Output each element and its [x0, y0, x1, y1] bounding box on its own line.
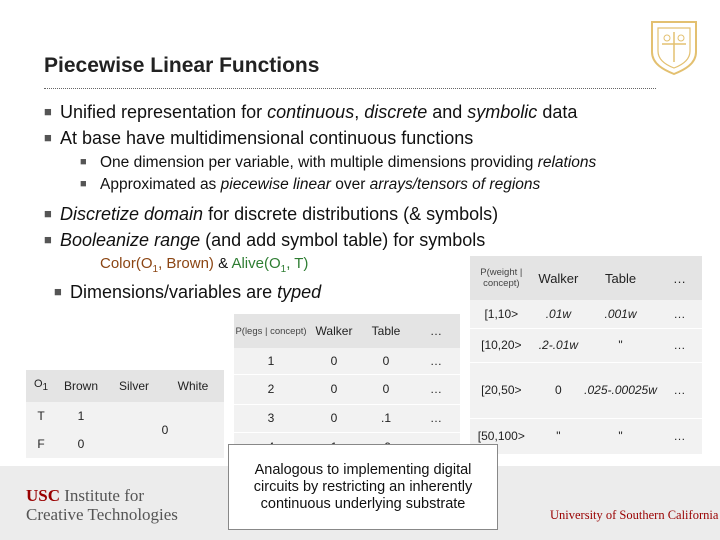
- bullet-square-icon: ■: [80, 156, 87, 168]
- table-cell: [1,10>: [470, 300, 533, 328]
- bullet-text: for discrete distributions (& symbols): [203, 204, 499, 224]
- bullet-square-icon: ■: [44, 130, 52, 145]
- table-corner: P(legs | concept): [234, 314, 308, 348]
- legs-table: [234, 314, 460, 462]
- table-cell: .001w: [584, 300, 657, 328]
- table-cell: ": [584, 418, 657, 454]
- table-cell: 0: [308, 348, 360, 374]
- table-corner: P(weight | concept): [470, 256, 533, 300]
- usc-ict-logo: [26, 486, 178, 524]
- subbullet-approximated: [80, 176, 540, 194]
- table-header: Silver: [106, 370, 162, 402]
- example-text: , T): [286, 255, 309, 272]
- table-cell: .2-.01w: [533, 328, 585, 362]
- bullet-emphasis: continuous: [267, 102, 355, 122]
- table-header: Table: [584, 256, 657, 300]
- table-cell: 0: [308, 374, 360, 404]
- title-divider: [44, 88, 656, 89]
- table-header: Table: [360, 314, 412, 348]
- bullet-square-icon: ■: [44, 232, 52, 247]
- bullet-emphasis: Discretize domain: [60, 204, 204, 224]
- table-cell: 0: [56, 430, 106, 458]
- table-cell: …: [657, 328, 702, 362]
- table-cell: [50,100>: [470, 418, 533, 454]
- example-color-alive: [100, 255, 308, 275]
- logo-line2: Creative Technologies: [26, 505, 178, 524]
- bullet-emphasis: symbolic: [467, 102, 538, 122]
- table-cell: …: [412, 348, 460, 374]
- bullet-emphasis: relations: [537, 154, 597, 171]
- bullet-booleanize: [44, 230, 485, 251]
- logo-line1: Institute for: [60, 486, 145, 505]
- table-corner: $O_1$: [26, 370, 56, 402]
- row-label: F: [26, 430, 56, 458]
- table-cell: 0: [360, 348, 412, 374]
- table-cell: .025-.00025w: [584, 362, 657, 418]
- bullet-text: over: [330, 176, 370, 193]
- bullet-discretize: [44, 204, 498, 225]
- bullet-text: Unified representation for: [60, 102, 268, 122]
- subbullet-one-dimension: [80, 154, 596, 172]
- weight-table: [470, 256, 702, 454]
- bullet-text: One dimension per variable, with multiple dimensions providing: [100, 154, 538, 171]
- bullet-text: ,: [354, 102, 365, 122]
- bullet-text: Dimensions/variables are: [70, 282, 278, 302]
- bullet-emphasis: arrays/tensors of regions: [369, 176, 541, 193]
- bullet-text: At base have multidimensional continuous functions: [60, 128, 474, 148]
- row-label: T: [26, 402, 56, 430]
- bullet-text: data: [537, 102, 578, 122]
- bullet-square-icon: ■: [80, 178, 87, 190]
- bullet-typed: [54, 282, 321, 303]
- merged-cell: 0: [106, 402, 224, 458]
- logo-usc: USC: [26, 486, 61, 505]
- usc-university-logo: University of Southern California: [550, 508, 719, 522]
- example-text: Color(O: [100, 255, 153, 272]
- table-cell: 0: [308, 404, 360, 432]
- bullet-square-icon: ■: [44, 206, 52, 221]
- table-cell: ": [584, 328, 657, 362]
- analogy-callout: Analogous to implementing digital circuits by restricting an inherently continuous underlying substrate: [228, 444, 498, 530]
- table-cell: 3: [234, 404, 308, 432]
- bullet-text: and: [427, 102, 468, 122]
- bullet-emphasis: Booleanize range: [60, 230, 201, 250]
- bullet-text: (and add symbol table) for symbols: [200, 230, 486, 250]
- example-text: , Brown): [158, 255, 214, 272]
- bullet-unified-representation: [44, 102, 577, 123]
- table-cell: ": [533, 418, 585, 454]
- table-cell: .1: [360, 404, 412, 432]
- example-subscript: 1: [152, 264, 159, 275]
- example-subscript: 1: [280, 264, 287, 275]
- bullet-text: Approximated as: [100, 176, 221, 193]
- table-cell: …: [657, 362, 702, 418]
- slide-title: Piecewise Linear Functions: [44, 54, 320, 77]
- table-cell: 0: [533, 362, 585, 418]
- color-table: [26, 370, 224, 458]
- table-cell: 2: [234, 374, 308, 404]
- table-header: Walker: [308, 314, 360, 348]
- table-header: …: [412, 314, 460, 348]
- table-header: White: [162, 370, 224, 402]
- table-cell: …: [412, 374, 460, 404]
- bullet-multidimensional: [44, 128, 473, 149]
- bullet-square-icon: ■: [54, 284, 62, 299]
- table-cell: [20,50>: [470, 362, 533, 418]
- table-cell: …: [412, 404, 460, 432]
- usc-seal-icon: [648, 18, 700, 76]
- example-text: &: [213, 255, 232, 272]
- table-header: …: [657, 256, 702, 300]
- table-header: Brown: [56, 370, 106, 402]
- table-header: Walker: [533, 256, 585, 300]
- table-cell: …: [657, 418, 702, 454]
- bullet-emphasis: typed: [277, 282, 322, 302]
- table-cell: 1: [234, 348, 308, 374]
- table-cell: 1: [56, 402, 106, 430]
- example-text: Alive(O: [231, 255, 281, 272]
- table-cell: 0: [360, 374, 412, 404]
- table-cell: …: [657, 300, 702, 328]
- table-cell: [10,20>: [470, 328, 533, 362]
- bullet-emphasis: piecewise linear: [220, 176, 331, 193]
- table-cell: .01w: [533, 300, 585, 328]
- bullet-emphasis: discrete: [364, 102, 428, 122]
- bullet-square-icon: ■: [44, 104, 52, 119]
